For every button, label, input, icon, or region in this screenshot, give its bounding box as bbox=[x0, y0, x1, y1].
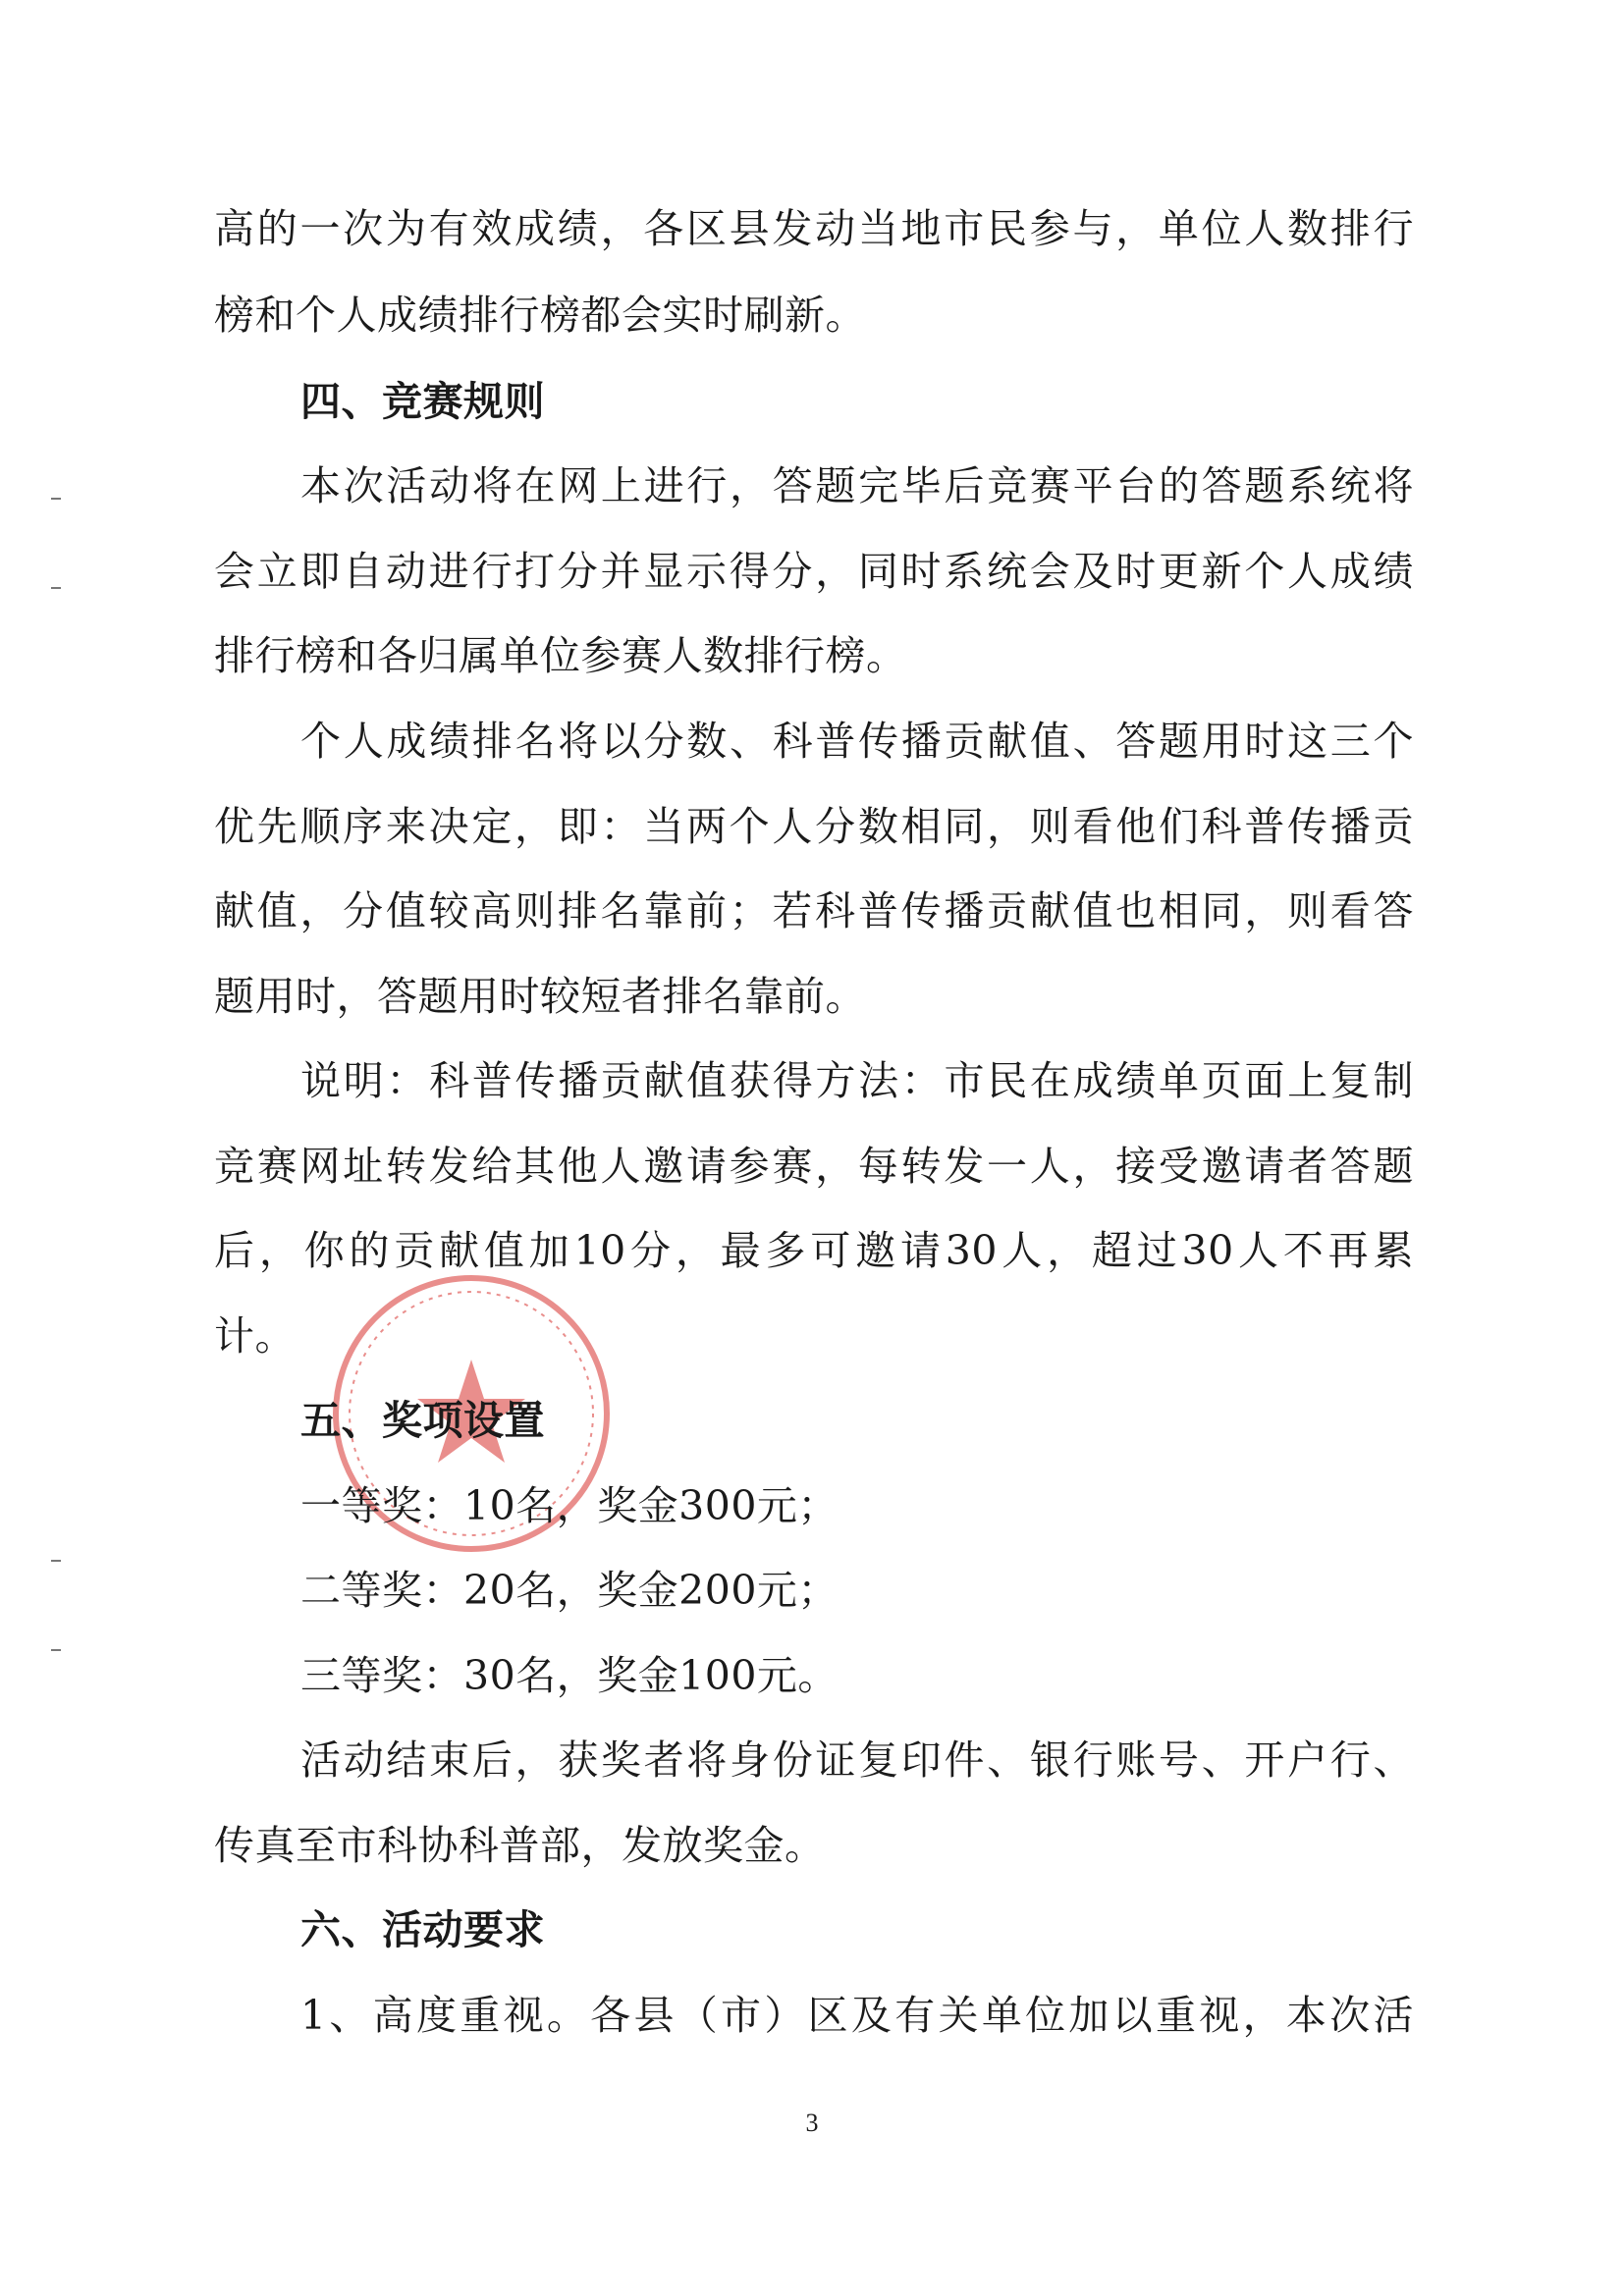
section-heading-awards: 五、奖项设置 bbox=[300, 1397, 545, 1444]
scan-speck bbox=[51, 587, 61, 589]
body-line: 排行榜和各归属单位参赛人数排行榜。 bbox=[214, 632, 907, 679]
section-heading-rules: 四、竞赛规则 bbox=[300, 378, 545, 425]
body-line: 传真至市科协科普部，发放奖金。 bbox=[214, 1822, 826, 1869]
page-number: 3 bbox=[805, 2109, 819, 2137]
body-line: 本次活动将在网上进行，答题完毕后竞赛平台的答题系统将 bbox=[300, 462, 1414, 509]
section-heading-requirements: 六、活动要求 bbox=[300, 1906, 545, 1953]
scan-speck bbox=[51, 1560, 61, 1562]
body-line: 个人成绩排名将以分数、科普传播贡献值、答题用时这三个 bbox=[300, 718, 1414, 765]
body-line: 献值，分值较高则排名靠前；若科普传播贡献值也相同，则看答 bbox=[214, 887, 1414, 934]
award-third-prize: 三等奖：30名，奖金100元。 bbox=[300, 1652, 839, 1699]
body-line: 1、高度重视。各县（市）区及有关单位加以重视，本次活 bbox=[300, 1992, 1414, 2039]
body-line: 题用时，答题用时较短者排名靠前。 bbox=[214, 973, 866, 1020]
body-line: 竞赛网址转发给其他人邀请参赛，每转发一人，接受邀请者答题 bbox=[214, 1143, 1414, 1190]
body-line: 说明：科普传播贡献值获得方法：市民在成绩单页面上复制 bbox=[300, 1057, 1414, 1104]
body-line: 活动结束后，获奖者将身份证复印件、银行账号、开户行、 bbox=[300, 1736, 1414, 1784]
scan-speck bbox=[51, 498, 61, 500]
award-first-prize: 一等奖：10名，奖金300元； bbox=[300, 1482, 839, 1529]
body-line: 优先顺序来决定，即：当两个人分数相同，则看他们科普传播贡 bbox=[214, 803, 1414, 850]
body-line: 会立即自动进行打分并显示得分，同时系统会及时更新个人成绩 bbox=[214, 548, 1414, 595]
body-line: 榜和个人成绩排行榜都会实时刷新。 bbox=[214, 292, 866, 339]
body-line: 高的一次为有效成绩，各区县发动当地市民参与，单位人数排行 bbox=[214, 205, 1414, 252]
body-line: 计。 bbox=[214, 1312, 296, 1360]
scan-speck bbox=[51, 1649, 61, 1651]
award-second-prize: 二等奖：20名，奖金200元； bbox=[300, 1567, 839, 1614]
body-line: 后，你的贡献值加10分，最多可邀请30人，超过30人不再累 bbox=[214, 1227, 1414, 1274]
